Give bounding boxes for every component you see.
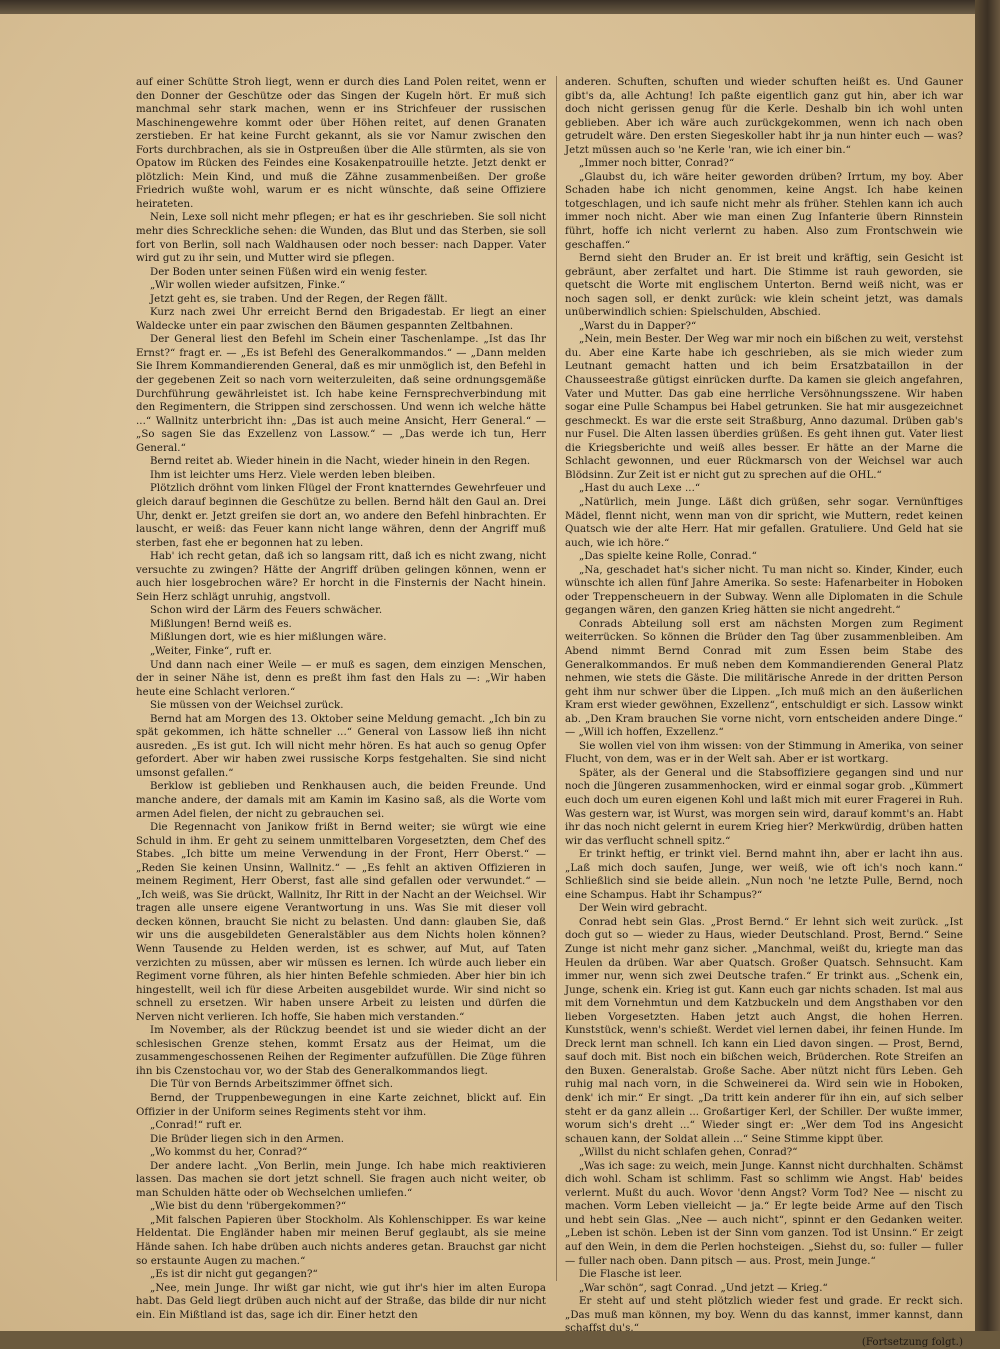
paragraph: Kurz nach zwei Uhr erreicht Bernd den Brigadestab. Er liegt an einer Waldecke unter ein paar zwischen den Bäumen gespannten Zeltbahnen.	[136, 307, 546, 332]
paragraph: Berklow ist geblieben und Renkhausen auch, die beiden Freunde. Und manche andere, der damals mit am Kamin im Kasino saß, als die Worte vom armen Adel fielen, der nicht zu gebrauchen sei.	[136, 781, 546, 820]
paragraph: „Nein, mein Bester. Der Weg war mir noch ein bißchen zu weit, verstehst du. Aber eine Karte habe ich geschrieben, als sie mich wieder zum Leutnant gemacht hatten und ich beim Ersatzbataillon in der Chausseestraße gütigst einrücken durfte. Da kamen sie gleich angefahren, Vater und Mutter. Das gab eine herrliche Versöhnungsszene. Wir haben sogar eine Pulle Schampus bei Habel getrunken. Sie hat mir ausgezeichnet geschmeckt. Es war die erste seit Straßburg, Anno dazumal. Drüben gab's nur Fusel. Die Alten lassen überdies grüßen. Es geht ihnen gut. Vater liest die Kriegsberichte und weiß alles besser. Er hätte an der Marne die Schlacht gewonnen, und euer Rückmarsch von der Weichsel war auch Blödsinn. Zur Zeit ist er nicht gut zu sprechen auf die OHL.“	[565, 334, 963, 481]
continuation-note: (Fortsetzung folgt.)	[861, 1336, 963, 1348]
paragraph: Schon wird der Lärm des Feuers schwächer.	[150, 605, 383, 617]
paragraph: Die Regennacht von Janikow frißt in Bernd weiter; sie würgt wie eine Schuld in ihm. Er geht zu seinem unmittelbaren Vorgesetzten, dem Chef des Stabes. „Ich bitte um meine Verwendung in der Front, Herr Oberst.“ — „Reden Sie keinen Unsinn, Wallnitz.“ — „Es fehlt an aktiven Offizieren in meinem Regiment, Herr Oberst, fast alle sind gefallen oder verwundet.“ — „Ich weiß, was Sie drückt, Wallnitz, Ihr Ritt in der Nacht an der Weichsel. Wir tragen alle unsere eigene Verantwortung in uns. Was Sie mit dieser voll decken können, braucht Sie nicht zu belasten. Und dann: glauben Sie, daß wir uns die ausgebildeten Generalstäbler aus dem Nichts holen können? Wenn Tausende zu Helden werden, ist es schwer, auf Mut, auf Taten verzichten zu müssen, aber wir müssen es lernen. Ich würde auch lieber ein Regiment vorne führen, als hier hinten Befehle schmieden. Aber hier bin ich hingestellt, weil ich für diese Arbeiten ausgebildet wurde. Wir sind nicht so schnell zu ersetzen. Wir haben unsere Arbeit zu leisten und dürfen die Nerven nicht verlieren. Ich hoffe, Sie haben mich verstanden.“	[136, 822, 546, 1023]
paragraph: Die Flasche ist leer.	[579, 1269, 683, 1281]
paragraph: Im November, als der Rückzug beendet ist und sie wieder dicht an der schlesischen Grenze stehen, kommt Ersatz aus der Heimat, um die zusammengeschossenen Reihen der Regimenter aufzufüllen. Die Züge führen ihn bis Czenstochau vor, wo der Stab des Generalkommandos liegt.	[136, 1025, 546, 1077]
paragraph: Der General liest den Befehl im Schein einer Taschenlampe. „Ist das Ihr Ernst?“ fragt er. — „Es ist Befehl des Generalkommandos.“ — „Dann melden Sie Ihrem Kommandierenden General, daß es mir unmöglich ist, den Befehl in der gegebenen Zeit so nach vorn weiterzuleiten, daß seine ordnungsgemäße Durchführung gewährleistet ist. Ich habe keine Fernsprechverbindung mit den Regimentern, die Strippen sind zerschossen. Und wenn ich welche hätte ...“ Wallnitz unterbricht ihn: „Das ist auch meine Ansicht, Herr General.“ — „So sagen Sie das Exzellenz von Lassow.“ — „Das werde ich tun, Herr General.“	[136, 334, 546, 454]
paragraph: „Was ich sage: zu weich, mein Junge. Kannst nicht durchhalten. Schämst dich wohl. Scham ist schlimm. Fast so schlimm wie Angst. Hab' beides verlernt. Mußt du auch. Wovor 'denn Angst? Vorm Tod? Nee — nischt zu machen. Vorm Leben vielleicht — ja.“ Er legte beide Arme auf den Tisch und hebt sein Glas. „Nee — auch nicht“, spinnt er den Gedanken weiter. „Leben ist schön. Leben ist der Sinn vom ganzen. Tod ist Unsinn.“ Er zeigt auf den Wein, in dem die Perlen hochsteigen. „Siehst du, so: fuller — fuller — fuller nach oben. Dann pitsch — aus. Prost, mein Junge.“	[565, 1160, 963, 1267]
paragraph: Sie müssen von der Weichsel zurück.	[150, 700, 344, 712]
paragraph: Ihm ist leichter ums Herz. Viele werden leben bleiben.	[150, 469, 436, 481]
paragraph: Der andere lacht. „Von Berlin, mein Junge. Ich habe mich reaktivieren lassen. Das machen sie dort jetzt schnell. Sie fragen auch nicht weiter, ob man Schulden hätte oder ob Wechselchen umliefen.“	[136, 1160, 546, 1199]
paragraph: anderen. Schuften, schuften und wieder schuften heißt es. Und Gauner gibt's da, alle Achtung! Ich paßte eigentlich ganz gut hin, aber ich war doch nicht gerissen genug für die Kerle. Deshalb bin ich wohl unten geblieben. Aber ich wäre auch zurückgekommen, wenn ich nach oben getrudelt wäre. Den ersten Siegeskoller habt ihr ja nun hinter euch — was? Jetzt müssen auch so 'ne Kerle 'ran, wie ich einer bin.“	[565, 77, 963, 156]
paragraph: Bernd reitet ab. Wieder hinein in die Nacht, wieder hinein in den Regen.	[150, 456, 531, 468]
paragraph: auf einer Schütte Stroh liegt, wenn er durch dies Land Polen reitet, wenn er den Donner der Geschütze oder das Singen der Kugeln hört. Er muß sich manchmal sehr stark machen, wenn er ins Strichfeuer der russischen Maschinengewehre kommt oder über Höhen reitet, auf denen Granaten zerstieben. Er hat keine Furcht gekannt, als sie vor Namur zwischen den Forts durchbrachen, als sie in Ostpreußen über die Alle stürmten, als sie von Opatow im Rücken des Feindes eine Kosakenpatrouille hetzte. Jetzt denkt er plötzlich: Mein Kind, und muß die Zähne zusammenbeißen. Der große Friedrich wußte wohl, warum er es nicht wünschte, daß seine Offiziere heirateten.	[136, 77, 546, 210]
paragraph: Mißlungen dort, wie es hier mißlungen wäre.	[150, 632, 387, 644]
paragraph: „Es ist dir nicht gut gegangen?“	[150, 1269, 318, 1281]
paragraph: Sie wollen viel von ihm wissen: von der Stimmung in Amerika, von seiner Flucht, von dem, was er in der Welt sah. Aber er ist wortkarg.	[565, 740, 963, 766]
paragraph: „Hast du auch Lexe ...“	[579, 483, 701, 495]
paragraph: Später, als der General und die Stabsoffiziere gegangen sind und nur noch die Jüngeren zusammenhocken, wird er einmal sogar grob. „Kümmert euch doch um euren eigenen Kohl und laßt mich mit eurer Fragerei in Ruh. Was gestern war, ist Wurst, was morgen sein wird, darauf kommt's an. Habt ihr das noch nicht gelernt in eurem Krieg hier? Merkwürdig, drüben hatten wir das verflucht schnell spitz.“	[565, 767, 963, 847]
paragraph: „Immer noch bitter, Conrad?“	[579, 158, 735, 170]
paragraph: „Wir wollen wieder aufsitzen, Finke.“	[150, 280, 346, 292]
paragraph: Bernd, der Truppenbewegungen in eine Karte zeichnet, blickt auf. Ein Offizier in der Uniform seines Regiments steht vor ihm.	[136, 1093, 546, 1118]
paragraph: Plötzlich dröhnt vom linken Flügel der Front knatterndes Gewehrfeuer und gleich darauf beginnen die Geschütze zu bellen. Bernd hält den Gaul an. Drei Uhr, denkt er. Jetzt greifen sie dort an, wo andere den Befehl hinbrachten. Er lauscht, er weiß: das Feuer kann nicht lange währen, denn der Angriff muß sterben, fast ehe er begonnen hat zu leben.	[136, 483, 546, 549]
paragraph: Die Brüder liegen sich in den Armen.	[150, 1133, 345, 1145]
paragraph: Er trinkt heftig, er trinkt viel. Bernd mahnt ihn, aber er lacht ihn aus. „Laß mich doch saufen, Junge, wer weiß, wie oft ich's noch kann.“ Schließlich sind sie beide allein. „Nun noch 'ne letzte Pulle, Bernd, noch eine Schampus. Habt ihr Schampus?“	[565, 849, 963, 901]
paragraph: „Wie bist du denn 'rübergekommen?“	[150, 1201, 347, 1213]
paragraph: „Conrad!“ ruft er.	[150, 1120, 243, 1132]
paragraph: „Das spielte keine Rolle, Conrad.“	[579, 551, 757, 563]
paragraph: Mißlungen! Bernd weiß es.	[150, 618, 292, 630]
paragraph: „Wo kommst du her, Conrad?“	[150, 1147, 308, 1159]
paragraph: Bernd sieht den Bruder an. Er ist breit und kräftig, sein Gesicht ist gebräunt, aber zerfaltet und hart. Die Stimme ist rauh geworden, sie quetscht die Worte mit englischem Unterton. Bernd weiß nicht, was er noch sagen soll, er denkt zurück: wie klein scheint jetzt, was damals unüberwindlich schien: Spielschulden, Abschied.	[565, 253, 963, 319]
paragraph: „Mit falschen Papieren über Stockholm. Als Kohlenschipper. Es war keine Heldentat. Die Engländer haben mir meinen Beruf geglaubt, als sie meine Hände sahen. Ich habe drüben auch nichts anderes getan. Brauchst gar nicht so erstaunte Augen zu machen.“	[136, 1214, 546, 1267]
paragraph: „Glaubst du, ich wäre heiter geworden drüben? Irrtum, my boy. Aber Schaden habe ich nicht genommen, keine Angst. Ich habe keinen totgeschlagen, und ich saufe nicht mehr als früher. Stehlen kann ich auch immer noch nicht. Aber wie man einen Zug Infanterie übern Rinnstein führt, hoffe ich nicht verlernt zu haben. Also zum Frontschwein wie geschaffen.“	[565, 171, 963, 251]
paragraph: „Warst du in Dapper?“	[579, 320, 697, 332]
paragraph: Er steht auf und steht plötzlich wieder fest und grade. Er reckt sich. „Das muß man können, my boy. Wenn du das kannst, immer kannst, dann schaffst du's.“	[565, 1296, 963, 1335]
article-column-left	[136, 76, 546, 1322]
paragraph: „Nee, mein Junge. Ihr wißt gar nicht, wie gut ihr's hier im alten Europa habt. Das Geld liegt drüben auch nicht auf der Straße, das bilde dir nur nicht ein. Ein Mißtland ist das, sage ich dir. Einer hetzt den	[136, 1282, 546, 1321]
paragraph: „Weiter, Finke“, ruft er.	[150, 645, 272, 657]
paragraph: „War schön“, sagt Conrad. „Und jetzt — Krieg.“	[579, 1282, 828, 1294]
paragraph: Jetzt geht es, sie traben. Und der Regen, der Regen fällt.	[150, 293, 448, 305]
paragraph: Der Wein wird gebracht.	[579, 903, 708, 915]
column-divider	[556, 76, 557, 1281]
paragraph: „Na, geschadet hat's sicher nicht. Tu man nicht so. Kinder, Kinder, euch wünschte ich allen fünf Jahre Amerika. So seste: Hafenarbeiter in Hoboken oder Treppenscheuern in der Subway. Wenn alle Diplomaten in die Schule gegangen wären, den ganzen Krieg hätten sie nicht angedreht.“	[565, 564, 963, 617]
paragraph: Bernd hat am Morgen des 13. Oktober seine Meldung gemacht. „Ich bin zu spät gekommen, ich hätte schneller ...“ General von Lassow ließ ihn nicht ausreden. „Es ist gut. Ich will nicht mehr hören. Es hat auch so genug Opfer gefordert. Aber wir haben zwei russische Korps festgehalten. Sie sind nicht umsonst gefallen.“	[136, 713, 546, 779]
paragraph: Conrads Abteilung soll erst am nächsten Morgen zum Regiment weiterrücken. So können die Brüder den Tag über zusammenbleiben. Am Abend nimmt Bernd Conrad mit zum Essen beim Stabe des Generalkommandos. Er muß neben dem Kommandierenden General Platz nehmen, wie stets die Gäste. Die militärische Anrede in der dritten Person geht ihm nur schwer über die Lippen. „Ich muß mich an den äußerlichen Kram erst wieder gewöhnen, Exzellenz“, entschuldigt er sich. Lassow winkt ab. „Den Kram brauchen Sie vorne nicht, vorn entscheiden andere Dinge.“ — „Will ich hoffen, Exzellenz.“	[565, 618, 963, 739]
book-binding-edge	[975, 0, 1000, 1331]
paragraph: „Natürlich, mein Junge. Läßt dich grüßen, sehr sogar. Vernünftiges Mädel, flennt nicht, wenn man von dir spricht, wie Muttern, redet keinen Quatsch wie der alte Herr. Hat mir gefallen. Gratuliere. Und Geld hat sie auch, wie ich höre.“	[565, 496, 963, 549]
paragraph: Der Boden unter seinen Füßen wird ein wenig fester.	[150, 266, 428, 278]
paragraph: Und dann nach einer Weile — er muß es sagen, dem einzigen Menschen, der in seiner Nähe ist, denn es preßt ihm fast den Hals zu —: „Wir haben heute eine Schlacht verloren.“	[136, 659, 546, 698]
paragraph: Die Tür von Bernds Arbeitszimmer öffnet sich.	[150, 1079, 394, 1091]
article-column-right	[565, 76, 963, 1349]
paragraph: Conrad hebt sein Glas. „Prost Bernd.“ Er lehnt sich weit zurück. „Ist doch gut so — wieder zu Haus, wieder Deutschland. Prost, Bernd.“ Seine Zunge ist nicht mehr ganz sicher. „Manchmal, weißt du, kriegte man das Heulen da drüben. War aber Quatsch. Großer Quatsch. Sehnsucht. Kam immer nur, wenn sich zwei Deutsche trafen.“ Er trinkt aus. „Schenk ein, Junge, schenk ein. Krieg ist gut. Kann euch gar nichts schaden. Ist mal aus mit dem Vornehmtun und dem Katzbuckeln und dem Angsthaben vor den lieben Vorgesetzten. Haben jetzt auch Angst, die hohen Herren. Kunststück, wenn's schießt. Werdet viel lernen dabei, ihr feinen Hunde. Im Dreck lernt man schnell. Ich kann ein Lied davon singen. — Prost, Bernd, sauf doch mit. Bist noch ein bißchen weich, Brüderchen. Rote Streifen an den Buxen. Generalstab. Große Sache. Aber nützt nicht fürs Leben. Geh ruhig mal nach vorn, in die Schweinerei da. Wird sein wie in Hoboken, denk' ich mir.“ Er singt. „Da tritt kein anderer für ihn ein, auf sich selber steht er da ganz allein ... Großartiger Kerl, der Schiller. Der wußte immer, worum sich's dreht ...“ Wieder singt er: „Wer dem Tod ins Angesicht schauen kann, der Soldat allein ...“ Seine Stimme kippt über.	[565, 916, 963, 1145]
paragraph: Nein, Lexe soll nicht mehr pflegen; er hat es ihr geschrieben. Sie soll nicht mehr dies Schreckliche sehen: die Wunden, das Blut und das Sterben, sie soll fort von Berlin, soll nach Waldhausen oder noch besser: nach Dapper. Vater wird gut zu ihr sein, und Mutter wird sie pflegen.	[136, 212, 546, 265]
paragraph: „Willst du nicht schlafen gehen, Conrad?“	[579, 1147, 798, 1159]
paragraph: Hab' ich recht getan, daß ich so langsam ritt, daß ich es nicht zwang, nicht versuchte zu zwingen? Hätte der Angriff drüben gelingen können, wenn er auch hier losgebrochen wäre? Er horcht in die Finsternis der Nacht hinein. Sein Herz schlägt unruhig, angstvoll.	[136, 551, 546, 603]
